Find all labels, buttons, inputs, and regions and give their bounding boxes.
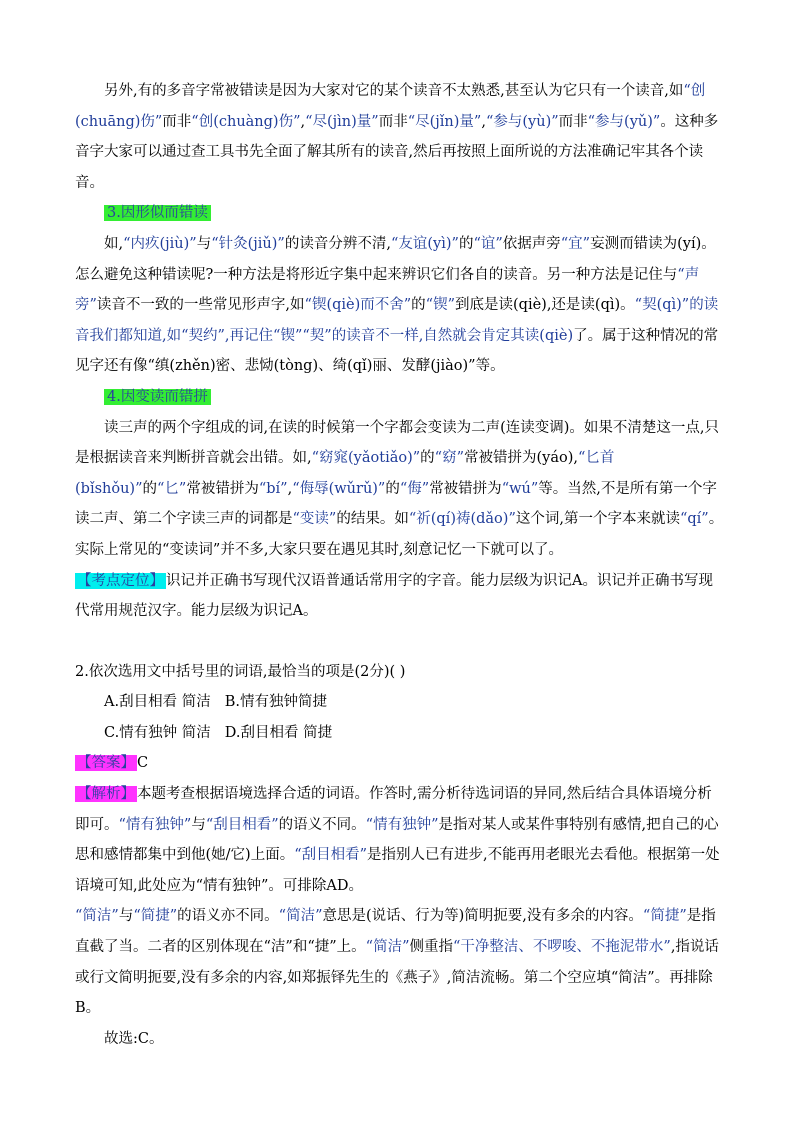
spacer xyxy=(75,627,725,657)
conclusion: 故选:C。 xyxy=(104,1030,164,1047)
answer-tag: 【答案】 xyxy=(77,755,135,772)
option-d: D.刮目相看 简捷 xyxy=(224,724,333,741)
answer-paragraph xyxy=(75,748,725,779)
paragraph-similar-shape: 如,“内疚(jiù)”与“针灸(jiǔ)”的读音分辨不清,“友谊(yì)”的“谊”依据声旁“宜”妄测而错读为(yí)。怎么避免这种错读呢?一种方法是将形近字集中起来辨识它们各自的读音。另一种方法是记住与“声旁”读音不一致的一些常见形声字,如“锲(qiè)而不舍”的“锲”到底是读(qiè),还是读(qì)。“契(qì)”的读音我们都知道,如“契约”,再记住“锲”“契”的读音不一样,自然就会肯定其读(qiè)了。属于这种情况的常见字还有像“缜(zhěn)密、悲恸(tòng)、绮(qǐ)丽、发酵(jiào)”等。 xyxy=(75,235,719,375)
options-row-1 xyxy=(75,687,725,718)
analysis-tag: 【解析】 xyxy=(77,786,135,803)
kaodian-tag: 【考点定位】 xyxy=(77,572,164,589)
document-page xyxy=(75,76,725,1054)
section-heading-3: 3.因形似而错读 xyxy=(75,198,725,229)
option-a: A.刮目相看 简洁 xyxy=(104,694,211,711)
analysis-paragraph-2: “简洁”与“简捷”的语义亦不同。“简洁”意思是(说话、行为等)简明扼要,没有多余的内容。“简捷”是指直截了当。二者的区别体现在“洁”和“捷”上。“简洁”侧重指“干净整洁、不啰唆、不拖泥带水”,指说话或行文简明扼要,没有多余的内容,如郑振铎先生的《燕子》,简洁流畅。第二个空应填“简洁”。再排除B。 xyxy=(75,908,719,1017)
options-row-2 xyxy=(75,718,725,749)
answer-value: C xyxy=(137,755,149,772)
question-stem: 2.依次选用文中括号里的词语,最恰当的项是(2分)( ) xyxy=(75,663,406,680)
paragraph-polyphone: 另外,有的多音字常被错读是因为大家对它的某个读音不太熟悉,甚至认为它只有一个读音,如“创(chuāng)伤”而非“创(chuàng)伤”,“尽(jìn)量”而非“尽(jǐn)量”,“参与(yù)”而非“参与(yǔ)”。这种多音字大家可以通过查工具书先全面了解其所有的读音,然后再按照上面所说的方法准确记牢其各个读音。 xyxy=(75,83,719,191)
option-b: B.情有独钟简捷 xyxy=(224,694,327,711)
section-heading-4: 4.因变读而错拼 xyxy=(75,382,725,413)
kaodian-paragraph: 【考点定位】 识记并正确书写现代汉语普通话常用字的字音。能力层级为识记A。识记并正确书写现代常用规范汉字。能力层级为识记A。 xyxy=(75,572,713,620)
option-c: C.情有独钟 简洁 xyxy=(104,724,211,741)
analysis-paragraph: 【解析】 本题考查根据语境选择合适的词语。作答时,需分析待选词语的异同,然后结合具体语境分析即可。“情有独钟”与“刮目相看”的语义不同。“情有独钟”是指对某人或某件事特别有感情,把自己的心思和感情都集中到他(她/它)上面。“刮目相看”是指别人已有进步,不能再用老眼光去看他。根据第一处语境可知,此处应为“情有独钟”。可排除AD。 xyxy=(75,786,720,894)
paragraph-tone-change: 读三声的两个字组成的词,在读的时候第一个字都会变读为二声(连读变调)。如果不清楚这一点,只是根据读音来判断拼音就会出错。如,“窈窕(yǎotiǎo)”的“窈”常被错拼为(yáo),“匕首(bǐshǒu)”的“匕”常被错拼为“bí”,“侮辱(wǔrǔ)”的“侮”常被错拼为“wú”等。当然,不是所有第一个字读二声、第二个字读三声的词都是“变读”的结果。如“祈(qí)祷(dǎo)”这个词,第一个字本来就读“qí”。实际上常见的“变读词”并不多,大家只要在遇见其时,刻意记忆一下就可以了。 xyxy=(75,419,724,558)
